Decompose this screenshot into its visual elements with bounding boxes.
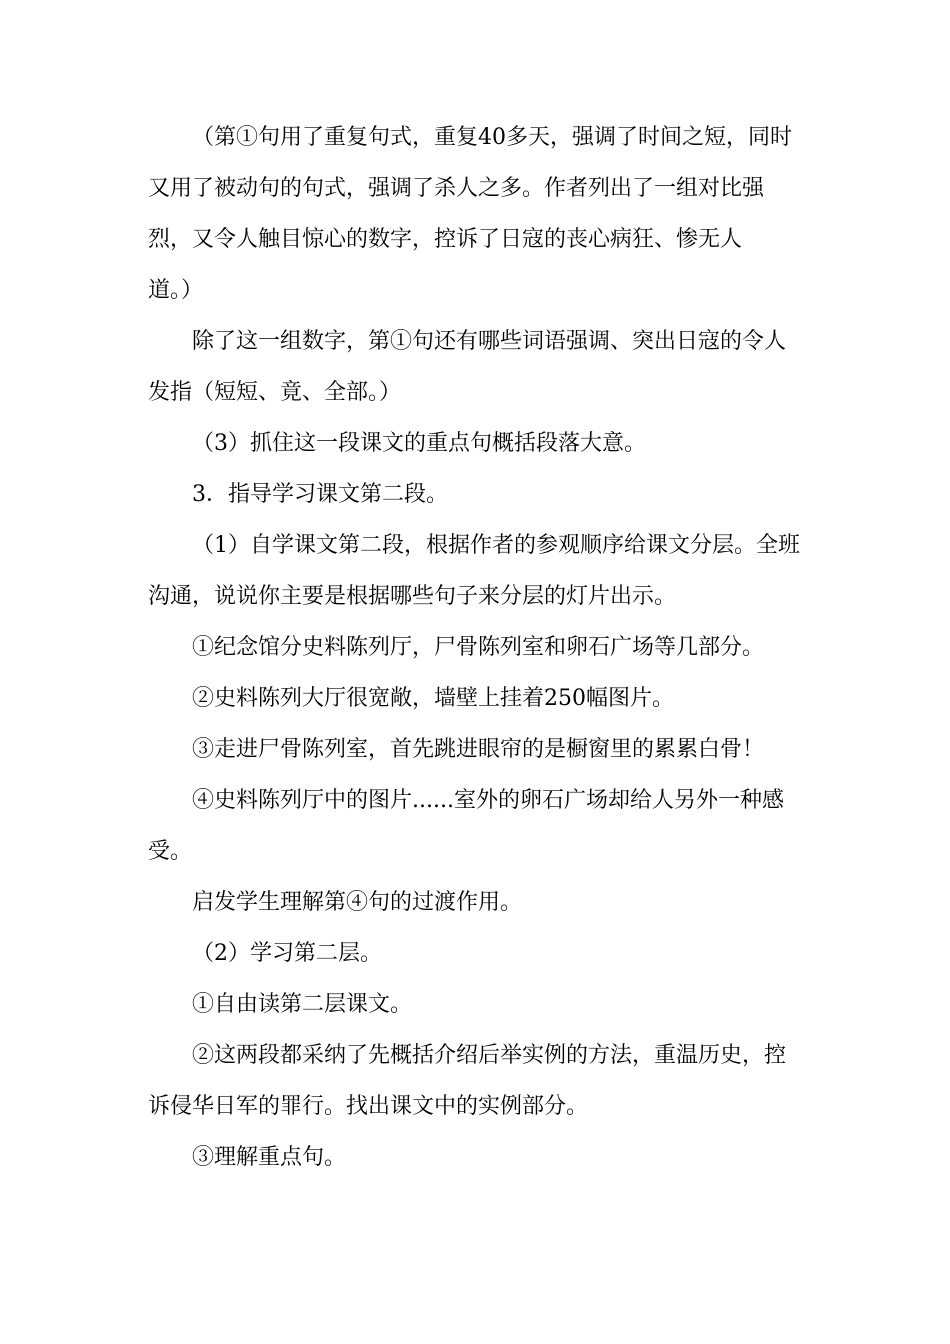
paragraph-8: ③走进尸骨陈列室，首先跳进眼帘的是橱窗里的累累白骨！ — [192, 737, 765, 762]
paragraph-2: 除了这一组数字，第①句还有哪些词语强调、突出日寇的令人发指（短短、竟、全部。） — [148, 329, 787, 405]
paragraph-10: 启发学生理解第④句的过渡作用。 — [192, 890, 523, 915]
paragraph-9: ④史料陈列厅中的图片......室外的卵石广场却给人另外一种感受。 — [148, 788, 784, 864]
paragraph-4: 3．指导学习课文第二段。 — [192, 482, 448, 507]
paragraph-14: ③理解重点句。 — [192, 1145, 347, 1170]
paragraph-1: （第①句用了重复句式，重复40多天，强调了时间之短，同时又用了被动句的句式，强调了杀人之多。作者列出了一组对比强烈，又令人触目惊心的数字，控诉了日寇的丧心病狂、惨无人 道。） — [148, 125, 792, 303]
paragraph-11: （2）学习第二层。 — [192, 941, 382, 966]
paragraph-7: ②史料陈列大厅很宽敞，墙壁上挂着250幅图片。 — [192, 686, 674, 711]
paragraph-6: ①纪念馆分史料陈列厅，尸骨陈列室和卵石广场等几部分。 — [192, 635, 765, 660]
document-body — [148, 112, 800, 1183]
paragraph-3: （3）抓住这一段课文的重点句概括段落大意。 — [192, 431, 646, 456]
paragraph-12: ①自由读第二层课文。 — [192, 992, 413, 1017]
paragraph-5: （1）自学课文第二段，根据作者的参观顺序给课文分层。全班沟通，说说你主要是根据哪些句子来分层的灯片出示。 — [148, 533, 800, 609]
paragraph-13: ②这两段都采纳了先概括介绍后举实例的方法，重温历史，控诉侵华日军的罪行。找出课文中的实例部分。 — [148, 1043, 787, 1119]
